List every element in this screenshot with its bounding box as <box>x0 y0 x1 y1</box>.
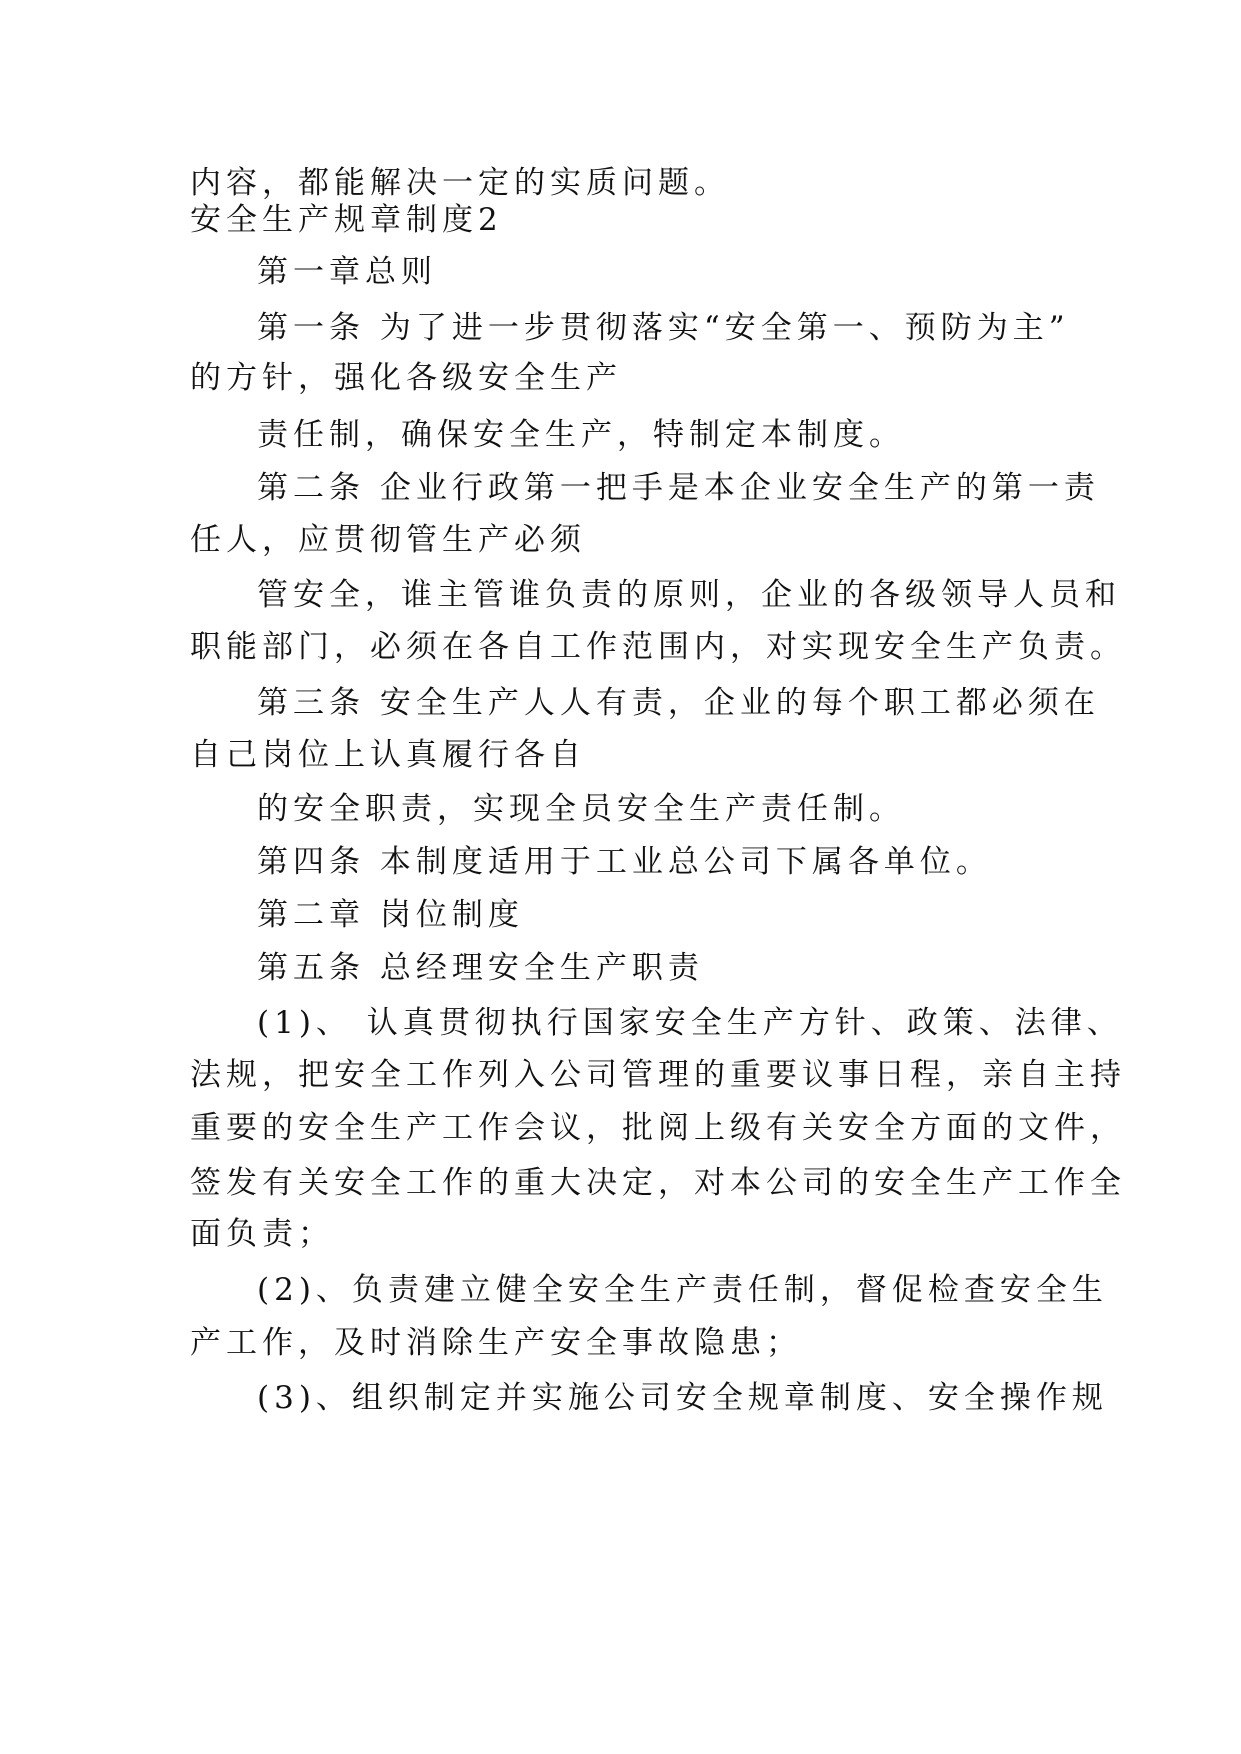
text-line: 自己岗位上认真履行各自 <box>190 737 586 773</box>
text-line: 任人，应贯彻管生产必须 <box>190 522 586 558</box>
list-item: (3)、组织制定并实施公司安全规章制度、安全操作规 <box>257 1380 1108 1416</box>
text-line: 第二条 企业行政第一把手是本企业安全生产的第一责 <box>257 470 1100 506</box>
text-line: 产工作，及时消除生产安全事故隐患； <box>190 1325 802 1361</box>
text-line: 签发有关安全工作的重大决定，对本公司的安全生产工作全 <box>190 1165 1126 1201</box>
text-line: 第五条 总经理安全生产职责 <box>257 950 704 986</box>
text-line: 面负责； <box>190 1216 334 1252</box>
text-line: 的安全职责，实现全员安全生产责任制。 <box>257 791 905 827</box>
text-line: 第一条 为了进一步贯彻落实“安全第一、预防为主” <box>257 310 1070 346</box>
text-line: 第四条 本制度适用于工业总公司下属各单位。 <box>257 844 992 880</box>
text-line: 管安全，谁主管谁负责的原则，企业的各级领导人员和 <box>257 577 1121 613</box>
text-line: 内容，都能解决一定的实质问题。 <box>190 165 730 201</box>
chapter-heading: 第一章总则 <box>257 254 437 290</box>
text-line: 责任制，确保安全生产，特制定本制度。 <box>257 417 905 453</box>
section-title: 安全生产规章制度2 <box>190 202 503 238</box>
text-line: 职能部门，必须在各自工作范围内，对实现安全生产负责。 <box>190 629 1126 665</box>
chapter-heading: 第二章 岗位制度 <box>257 897 524 933</box>
text-line: 法规，把安全工作列入公司管理的重要议事日程，亲自主持 <box>190 1057 1126 1093</box>
text-line: 的方针，强化各级安全生产 <box>190 360 622 396</box>
list-item: (1)、 认真贯彻执行国家安全生产方针、政策、法律、 <box>257 1005 1123 1041</box>
text-line: 第三条 安全生产人人有责，企业的每个职工都必须在 <box>257 685 1100 721</box>
list-item: (2)、负责建立健全安全生产责任制，督促检查安全生 <box>257 1272 1108 1308</box>
text-line: 重要的安全生产工作会议，批阅上级有关安全方面的文件， <box>190 1110 1126 1146</box>
